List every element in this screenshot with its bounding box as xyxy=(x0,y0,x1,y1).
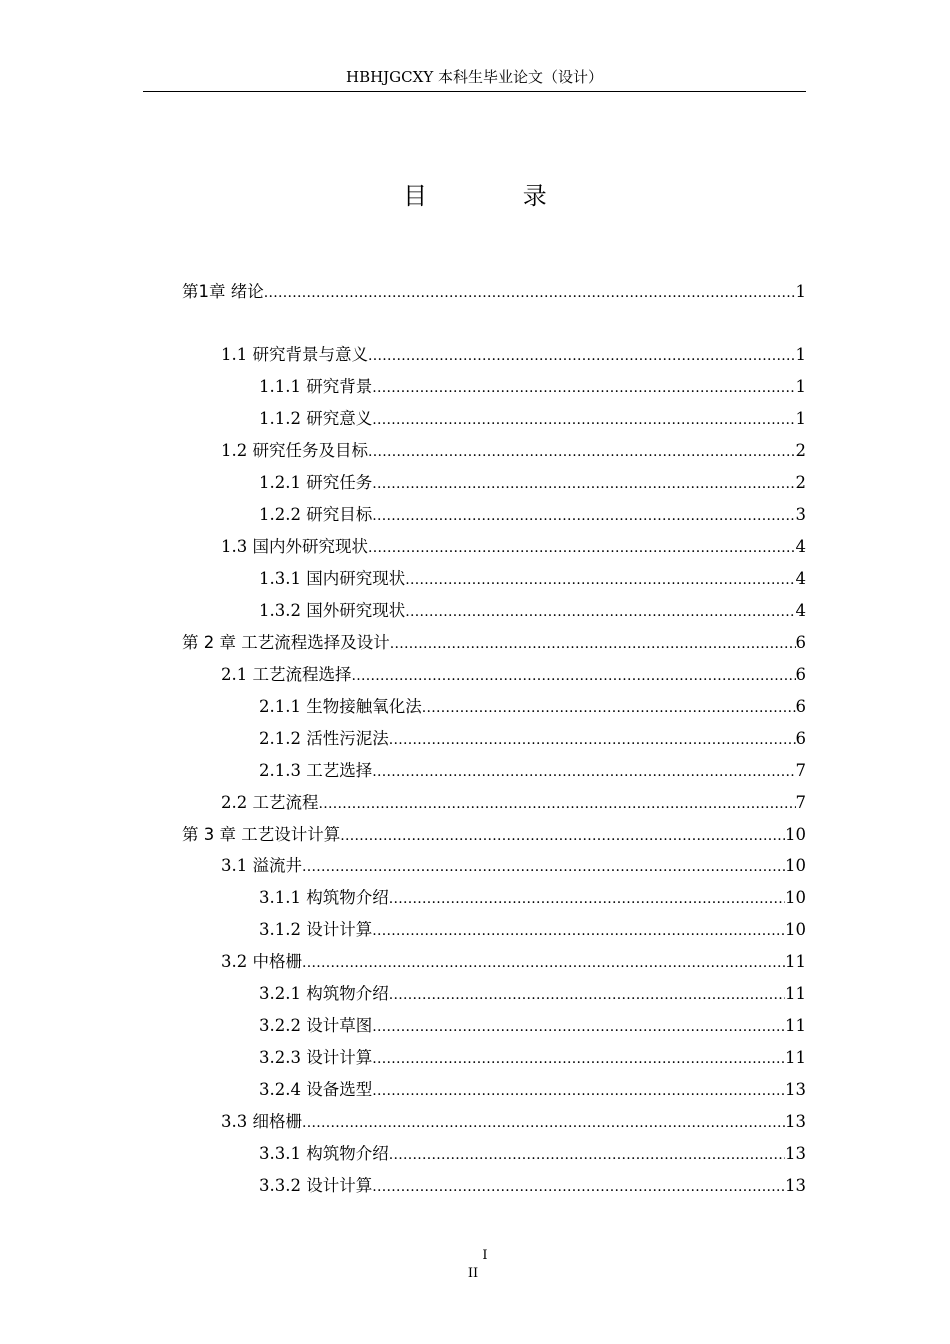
toc-dot-leader xyxy=(372,504,795,528)
toc-dot-leader xyxy=(389,728,796,752)
toc-dot-leader xyxy=(302,855,785,879)
toc-dot-leader xyxy=(372,408,795,432)
toc-entry-page: 4 xyxy=(795,569,806,588)
toc-entry-page: 1 xyxy=(795,377,806,396)
toc-entry-section[interactable] xyxy=(221,439,806,463)
toc-dot-leader xyxy=(372,1175,785,1199)
toc-entry-label: 1.3.1 国内研究现状 xyxy=(259,569,406,588)
toc-entry-page: 1 xyxy=(795,282,806,301)
toc-entry-page: 11 xyxy=(785,1016,806,1035)
toc-entry-label: 1.1.1 研究背景 xyxy=(259,377,373,396)
toc-entry-label: 第 3 章 工艺设计计算 xyxy=(182,825,341,844)
toc-dot-leader xyxy=(405,600,795,624)
toc-entry-label: 1.3.2 国外研究现状 xyxy=(259,601,406,620)
toc-entry-section[interactable] xyxy=(221,535,806,559)
toc-entry-label: 1.1 研究背景与意义 xyxy=(221,345,368,364)
toc-dot-leader xyxy=(319,792,796,816)
toc-entry-label: 1.3 国内外研究现状 xyxy=(221,537,368,556)
toc-dot-leader xyxy=(372,472,795,496)
toc-entry-label: 3.1 溢流井 xyxy=(221,856,302,875)
toc-entry-chapter[interactable] xyxy=(182,631,806,655)
toc-entry-page: 11 xyxy=(785,1048,806,1067)
toc-entry-page: 6 xyxy=(795,729,806,748)
toc-dot-leader xyxy=(372,1079,785,1103)
toc-entry-section[interactable] xyxy=(221,1110,806,1134)
toc-entry-section[interactable] xyxy=(221,663,806,687)
toc-entry-label: 3.3.1 构筑物介绍 xyxy=(259,1144,389,1163)
toc-entry-label: 第 2 章 工艺流程选择及设计 xyxy=(182,633,390,652)
toc-dot-leader xyxy=(389,983,785,1007)
toc-entry-subsection[interactable] xyxy=(259,886,806,910)
toc-entry-page: 1 xyxy=(795,409,806,428)
toc-entry-label: 2.2 工艺流程 xyxy=(221,793,319,812)
toc-entry-subsection[interactable] xyxy=(259,1014,806,1038)
toc-entry-page: 13 xyxy=(785,1144,806,1163)
toc-entry-subsection[interactable] xyxy=(259,759,806,783)
toc-entry-page: 6 xyxy=(795,697,806,716)
toc-entry-label: 2.1 工艺流程选择 xyxy=(221,665,352,684)
toc-entry-page: 10 xyxy=(785,856,806,875)
toc-entry-page: 2 xyxy=(795,441,806,460)
toc-entry-section[interactable] xyxy=(221,791,806,815)
toc-dot-leader xyxy=(368,344,796,368)
toc-dot-leader xyxy=(390,632,796,656)
toc-dot-leader xyxy=(340,824,785,848)
toc-entry-label: 1.2.1 研究任务 xyxy=(259,473,373,492)
toc-entry-subsection[interactable] xyxy=(259,1142,806,1166)
toc-entry-subsection[interactable] xyxy=(259,503,806,527)
toc-entry-label: 3.2.3 设计计算 xyxy=(259,1048,373,1067)
toc-dot-leader xyxy=(372,1047,785,1071)
toc-entry-label: 2.1.3 工艺选择 xyxy=(259,761,373,780)
toc-entry-page: 13 xyxy=(785,1112,806,1131)
toc-entry-label: 第1章 绪论 xyxy=(182,282,264,301)
toc-entry-page: 2 xyxy=(795,473,806,492)
toc-dot-leader xyxy=(372,1015,785,1039)
toc-dot-leader xyxy=(302,951,785,975)
toc-entry-subsection[interactable] xyxy=(259,1174,806,1198)
toc-entry-subsection[interactable] xyxy=(259,407,806,431)
toc-entry-label: 3.2.1 构筑物介绍 xyxy=(259,984,389,1003)
toc-entry-chapter[interactable] xyxy=(182,823,806,847)
toc-entry-label: 3.2 中格栅 xyxy=(221,952,302,971)
toc-entry-page: 3 xyxy=(795,505,806,524)
toc-entry-subsection[interactable] xyxy=(259,471,806,495)
toc-entry-subsection[interactable] xyxy=(259,1078,806,1102)
toc-entry-page: 10 xyxy=(785,888,806,907)
toc-entry-subsection[interactable] xyxy=(259,375,806,399)
toc-entry-page: 6 xyxy=(795,633,806,652)
toc-entry-subsection[interactable] xyxy=(259,727,806,751)
toc-entry-page: 4 xyxy=(795,537,806,556)
toc-dot-leader xyxy=(372,376,795,400)
toc-entry-page: 10 xyxy=(785,825,806,844)
toc-entry-page: 1 xyxy=(795,345,806,364)
toc-entry-page: 13 xyxy=(785,1080,806,1099)
toc-dot-leader xyxy=(352,664,796,688)
toc-entry-page: 6 xyxy=(795,665,806,684)
toc-entry-label: 2.1.1 生物接触氧化法 xyxy=(259,697,422,716)
toc-entry-section[interactable] xyxy=(221,854,806,878)
toc-dot-leader xyxy=(368,536,796,560)
toc-entry-page: 4 xyxy=(795,601,806,620)
toc-entry-subsection[interactable] xyxy=(259,567,806,591)
running-header-text: HBHJGCXY 本科生毕业论文（设计） xyxy=(345,68,603,86)
toc-entry-subsection[interactable] xyxy=(259,982,806,1006)
toc-entry-label: 3.1.2 设计计算 xyxy=(259,920,373,939)
toc-dot-leader xyxy=(389,1143,785,1167)
toc-dot-leader xyxy=(264,281,796,305)
toc-dot-leader xyxy=(368,440,796,464)
toc-entry-subsection[interactable] xyxy=(259,918,806,942)
toc-dot-leader xyxy=(372,760,795,784)
page-number-secondary: II xyxy=(467,1266,479,1281)
toc-entry-label: 1.2 研究任务及目标 xyxy=(221,441,368,460)
toc-entry-label: 1.1.2 研究意义 xyxy=(259,409,373,428)
toc-entry-section[interactable] xyxy=(221,950,806,974)
toc-entry-label: 3.3.2 设计计算 xyxy=(259,1176,373,1195)
page-number-primary: I xyxy=(482,1248,488,1263)
toc-entry-label: 3.2.2 设计草图 xyxy=(259,1016,373,1035)
toc-entry-label: 2.1.2 活性污泥法 xyxy=(259,729,389,748)
toc-entry-section[interactable] xyxy=(221,343,806,367)
toc-entry-page: 10 xyxy=(785,920,806,939)
toc-entry-page: 13 xyxy=(785,1176,806,1195)
toc-dot-leader xyxy=(389,887,785,911)
toc-entry-subsection[interactable] xyxy=(259,599,806,623)
toc-entry-label: 1.2.2 研究目标 xyxy=(259,505,373,524)
toc-entry-subsection[interactable] xyxy=(259,1046,806,1070)
toc-entry-page: 11 xyxy=(785,952,806,971)
toc-title: 目 录 xyxy=(403,182,591,210)
toc-entry-subsection[interactable] xyxy=(259,695,806,719)
toc-dot-leader xyxy=(302,1111,785,1135)
toc-entry-label: 3.1.1 构筑物介绍 xyxy=(259,888,389,907)
toc-entry-page: 7 xyxy=(795,761,806,780)
toc-entry-page: 7 xyxy=(795,793,806,812)
toc-dot-leader xyxy=(405,568,795,592)
toc-entry-chapter[interactable] xyxy=(182,280,806,304)
toc-entry-label: 3.2.4 设备选型 xyxy=(259,1080,373,1099)
toc-dot-leader xyxy=(422,696,796,720)
toc-entry-page: 11 xyxy=(785,984,806,1003)
toc-dot-leader xyxy=(372,919,785,943)
toc-entry-label: 3.3 细格栅 xyxy=(221,1112,302,1131)
